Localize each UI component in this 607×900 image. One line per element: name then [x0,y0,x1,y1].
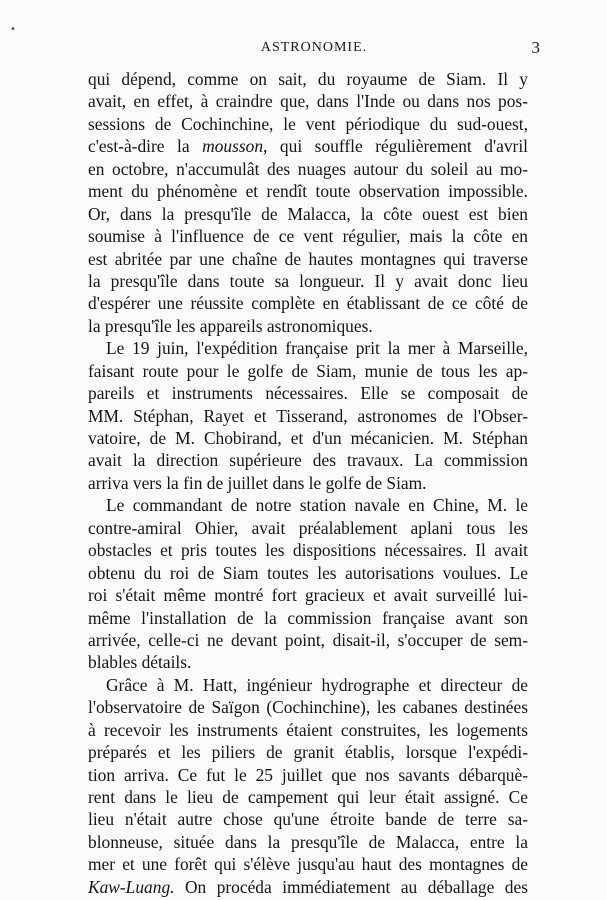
text-line: arriva vers la fin de juillet dans le golfe de Siam. [88,472,427,493]
text-line: l'observatoire de Saïgon (Cochinchine), les cabanes destinées [88,697,528,718]
text-line: roi s'était même montré fort gracieux et avait surveillé lui- [88,585,528,606]
text-line: arrivée, celle-ci ne devant point, disait-il, s'occuper de sem- [88,629,528,650]
text-line [88,876,528,898]
running-head [88,38,540,60]
text-line: soumise à l'influence de ce vent régulier, mais la côte en [88,226,528,247]
text-line: même l'installation de la commission française avant son [88,607,528,628]
text-line: rent dans le lieu de campement qui leur était assigné. Ce [88,787,528,807]
text-line: mer et une forêt qui s'élève jusqu'au haut des montagnes de [88,854,528,875]
text-line: la presqu'île les appareils astronomiques. [88,315,373,336]
text-line: Le commandant de notre station navale en Chine, M. le [106,495,528,516]
text-line: à recevoir les instruments étaient construites, les logements [88,719,528,740]
text-fragment: On procéda immédiatement au déballage des [184,876,528,897]
text-line: lieu n'était autre chose qu'une étroite bande de terre sa- [88,809,528,830]
text-line: préparés et les piliers de granit établis, lorsque l'expédi- [88,742,528,763]
margin-speck: • [10,24,16,35]
text-line: MM. Stéphan, Rayet et Tisserand, astronomes de l'Obser- [88,405,528,426]
text-line: avait, en effet, à craindre que, dans l'Inde ou dans nos pos- [88,91,528,112]
text-line: est abritée par une chaîne de hautes montagnes qui traverse [88,248,528,269]
text-line: qui dépend, comme on sait, du royaume de Siam. Il y [88,69,528,89]
page-number: 3 [531,38,540,57]
text-line: Or, dans la presqu'île de Malacca, la côte ouest est bien [88,203,528,224]
text-fragment: c'est-à-dire la [88,136,190,157]
text-line: contre-amiral Ohier, avait préalablement aplani tous les [88,517,528,538]
text-line: en octobre, n'accumulât des nuages autour du soleil au mo- [88,158,528,179]
italic-place-kaw-luang: Kaw-Luang. [88,876,175,897]
text-line: blables détails. [88,652,192,673]
text-line: obstacles et pris toutes les dispositions nécessaires. Il avait [88,540,528,561]
text-line: obtenu du roi de Siam toutes les autorisations voulues. Le [88,562,528,583]
text-line: la presqu'île dans toute sa longueur. Il y avait donc lieu [88,270,528,291]
text-line: vatoire, de M. Chobirand, et d'un mécanicien. M. Stéphan [88,428,528,448]
text-line: Grâce à M. Hatt, ingénieur hydrographe et directeur de [106,674,528,695]
text-line: pareils et instruments nécessaires. Elle se composait de [88,383,528,404]
text-body [88,68,528,898]
text-line: avait la direction supérieure des travaux. La commission [88,450,528,471]
italic-term-mousson: mousson [202,136,264,157]
text-line [88,135,528,157]
text-line: sessions de Cochinchine, le vent périodique du sud-ouest, [88,113,528,134]
text-line: tion arriva. Ce fut le 25 juillet que nos savants débarquè- [88,764,528,785]
text-line: ment du phénomène et rendît toute observation impossible. [88,181,528,202]
text-line: blonneuse, située dans la presqu'île de Malacca, entre la [88,831,528,852]
text-line: d'espérer une réussite complète en établissant de ce côté de [88,293,528,314]
running-title: ASTRONOMIE. [260,40,368,55]
text-fragment: , qui souffle régulièrement d'avril [263,136,528,157]
text-line: Le 19 juin, l'expédition française prit la mer à Marseille, [106,338,528,359]
text-line: faisant route pour le golfe de Siam, munie de tous les ap- [88,360,528,381]
